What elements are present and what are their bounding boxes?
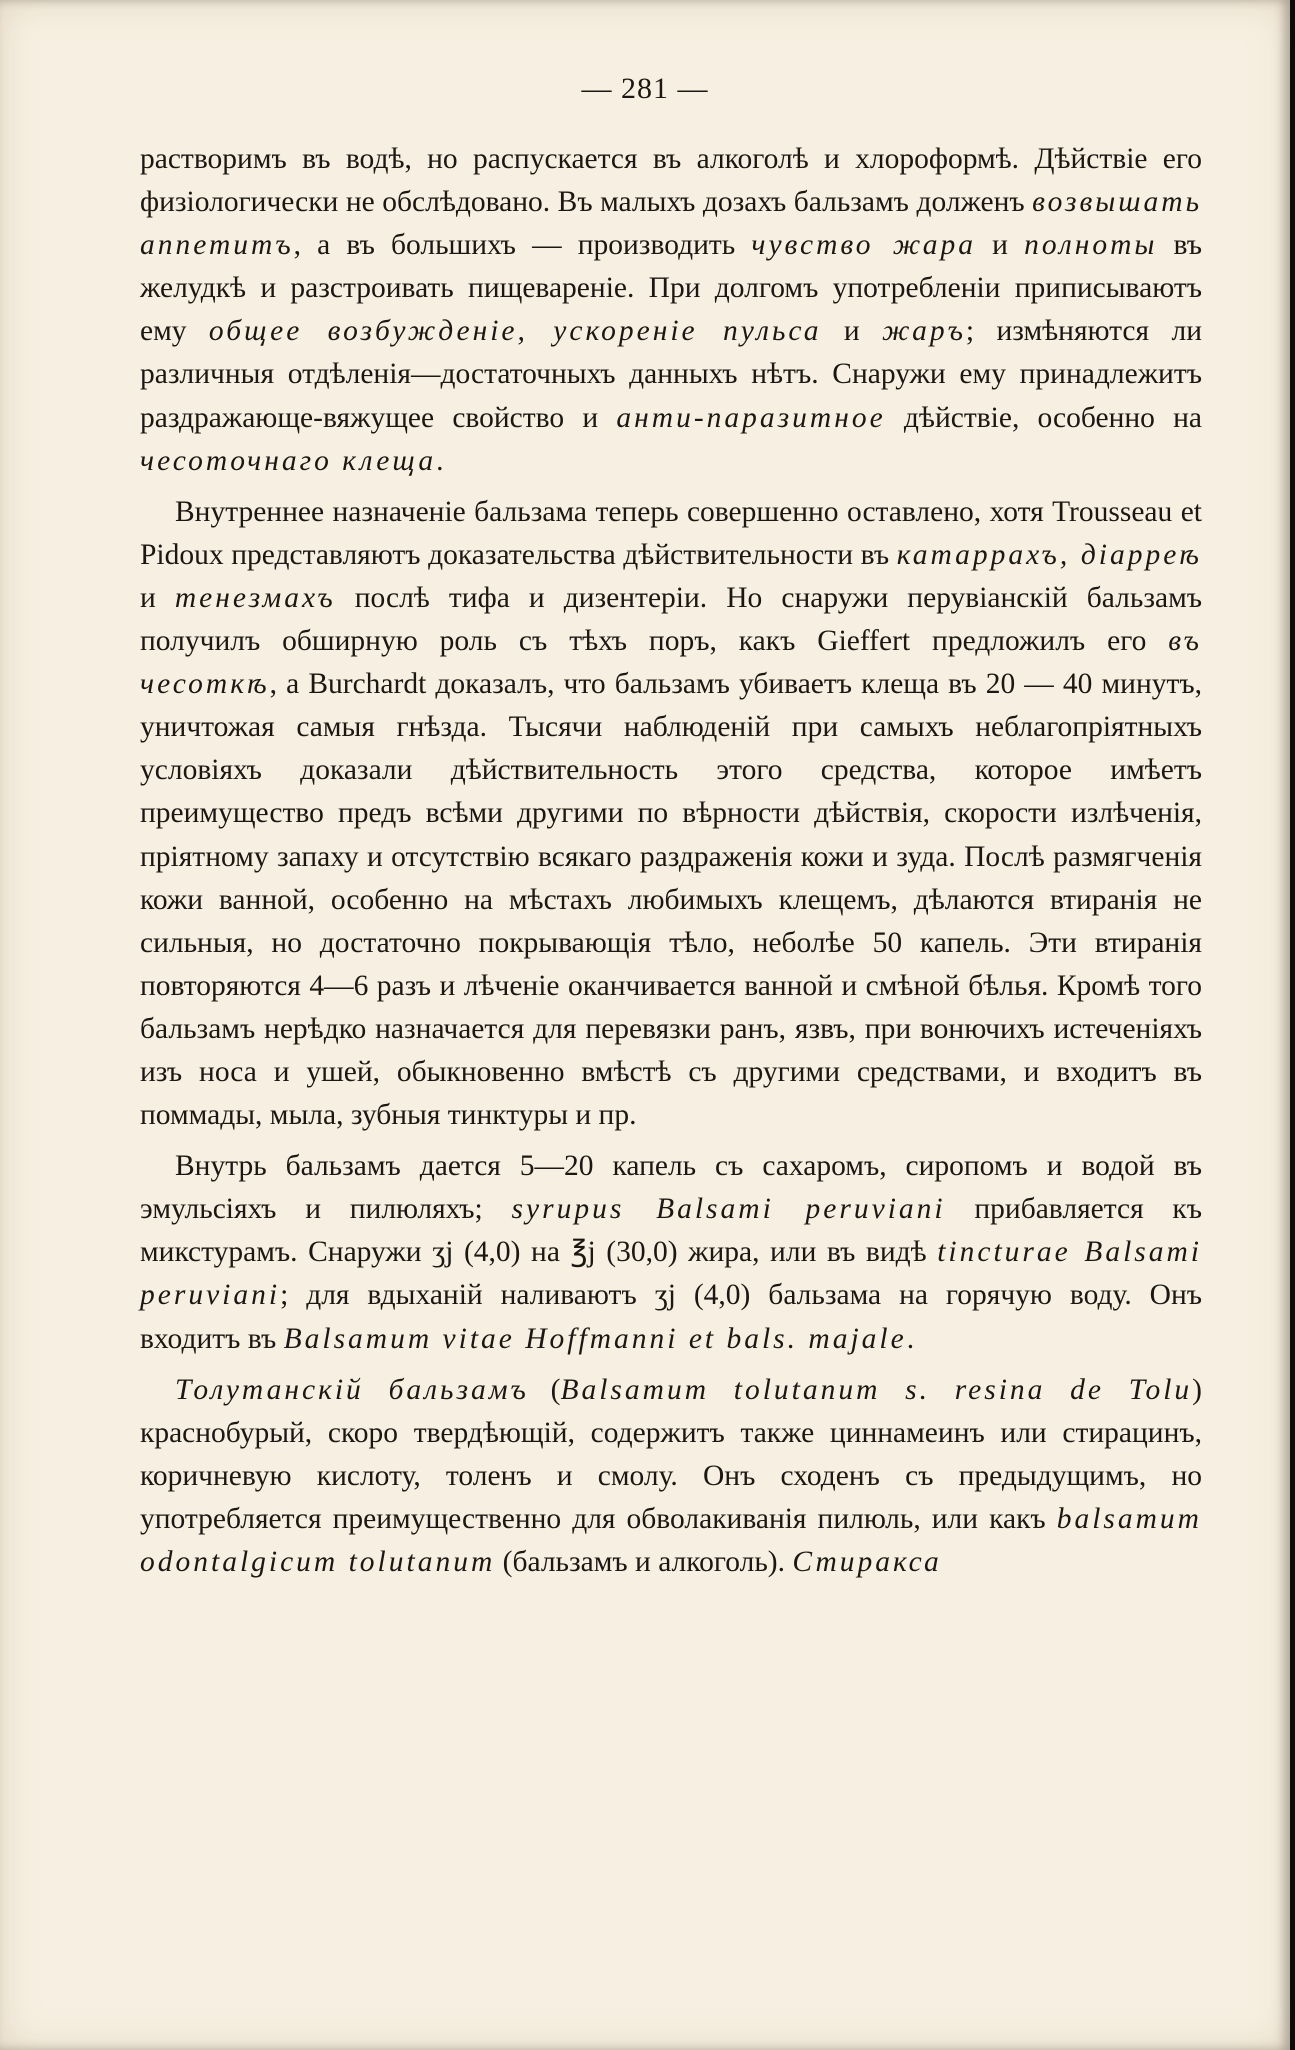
italic-term: syrupus Balsami peruviani [511,1193,946,1226]
text-run: ; для вдыханій наливаютъ ʒj (4,0) бальзама на горячую воду. Онъ входитъ въ [140,1279,1202,1355]
text-run: , а Burchardt доказалъ, что бальзамъ убиваетъ клеща въ 20 — 40 минутъ, уничтожая самыя гнѣзда. Тысячи наблюденій при самыхъ неблагопріятныхъ условіяхъ доказали дѣйствительность этого средства, которое имѣетъ преимущество предъ всѣми другими по вѣрности дѣйствія, скорости излѣченія, пріятному запаху и отсутствію всякаго раздраженія кожи и зуда. Послѣ размягченія кожи ванной, особенно на мѣстахъ любимыхъ клещемъ, дѣлаются втиранія не сильныя, но достаточно покрывающія тѣло, неболѣе 50 капель. Эти втиранія повторяются 4—6 разъ и лѣченіе оканчивается ванной и смѣной бѣлья. Кромѣ того бальзамъ нерѣдко назначается для перевязки ранъ, язвъ, при вонючихъ истеченіяхъ изъ носа и ушей, обыкновенно вмѣстѣ съ другими средствами, и входитъ въ поммады, мыла, зубныя тинктуры и пр. [140,668,1202,1132]
text-run: (бальзамъ и алкоголь). [495,1546,793,1578]
italic-term: Balsamum tolutanum s. resina de Tolu [560,1373,1193,1406]
italic-term: Толутанскій бальзамъ [175,1373,529,1406]
text-run: растворимъ въ водѣ, но распускается въ алкоголѣ и хлороформѣ. Дѣйствіе его физіологически не обслѣдовано. Въ малыхъ дозахъ бальзамъ долженъ [140,143,1202,219]
italic-term: возвышать аппетитъ [140,186,1202,262]
text-run: , а въ большихъ — производить [293,229,752,262]
paragraph [140,491,1202,1137]
italic-term: чесоточнаго клеща [140,444,437,477]
body-text [140,138,1202,1592]
paragraph [140,1145,1202,1360]
italic-term: жаръ [882,315,966,348]
text-run: и [140,581,175,614]
page-number: — 281 — [581,72,709,105]
italic-term: анти-паразитное [616,401,886,434]
text-run: . [436,444,444,477]
text-run: Внутреннее назначеніе бальзама теперь совершенно оставлено, хотя Trousseau et Pidoux представляютъ доказательства дѣйствительности въ [140,495,1202,571]
italic-term: tincturae Balsami peruviani [140,1236,1202,1312]
page-edge-shadow [1290,0,1295,2050]
italic-term: полноты [1024,229,1158,262]
italic-term: общее возбужденіе, ускореніе пульса [208,315,822,348]
text-run: въ желудкѣ и разстроивать пищевареніе. При долгомъ употребленіи приписываютъ ему [140,229,1202,348]
italic-term: balsamum odontalgicum tolutanum [140,1502,1202,1578]
italic-term: тенезмахъ [174,581,336,614]
text-run: ) краснобурый, скоро твердѣющій, содержитъ также циннамеинъ или стирацинъ, коричневую кислоту, толенъ и смолу. Онъ сходенъ съ предыдущимъ, но употребляется преимущественно для обволакиванія пилюль, или какъ [140,1373,1202,1535]
italic-term: Balsamum vitae Hoffmanni et bals. majale [283,1322,907,1355]
text-run: и [821,315,883,348]
italic-term: въ чесоткѣ [140,625,1202,701]
italic-term: Стиракса [792,1546,942,1578]
text-run: . [906,1322,915,1355]
text-run: и [976,229,1025,262]
text-run: ; измѣняются ли различныя отдѣленія—достаточныхъ данныхъ нѣтъ. Снаружи ему принадлежитъ раздражающе-вяжущее свойство и [140,315,1202,434]
text-run: Внутрь бальзамъ дается 5—20 капель съ сахаромъ, сиропомъ и водой въ эмульсіяхъ и пилюляхъ; [140,1150,1202,1226]
italic-term: катаррахъ, діарреѣ [896,538,1202,571]
paragraph [140,138,1202,483]
italic-term: чувство жара [751,229,976,262]
text-run: послѣ тифа и дизентеріи. Но снаружи перувіанскій бальзамъ получилъ обширную роль съ тѣхъ поръ, какъ Gieffert предложилъ его [140,581,1202,658]
text-run: дѣйствіе, особенно на [885,401,1203,434]
text-run: прибавляется къ микстурамъ. Снаружи ʒj (4,0) на ℥j (30,0) жира, или въ видѣ [140,1193,1203,1269]
paragraph [140,1369,1202,1584]
text-run: ( [528,1373,561,1406]
